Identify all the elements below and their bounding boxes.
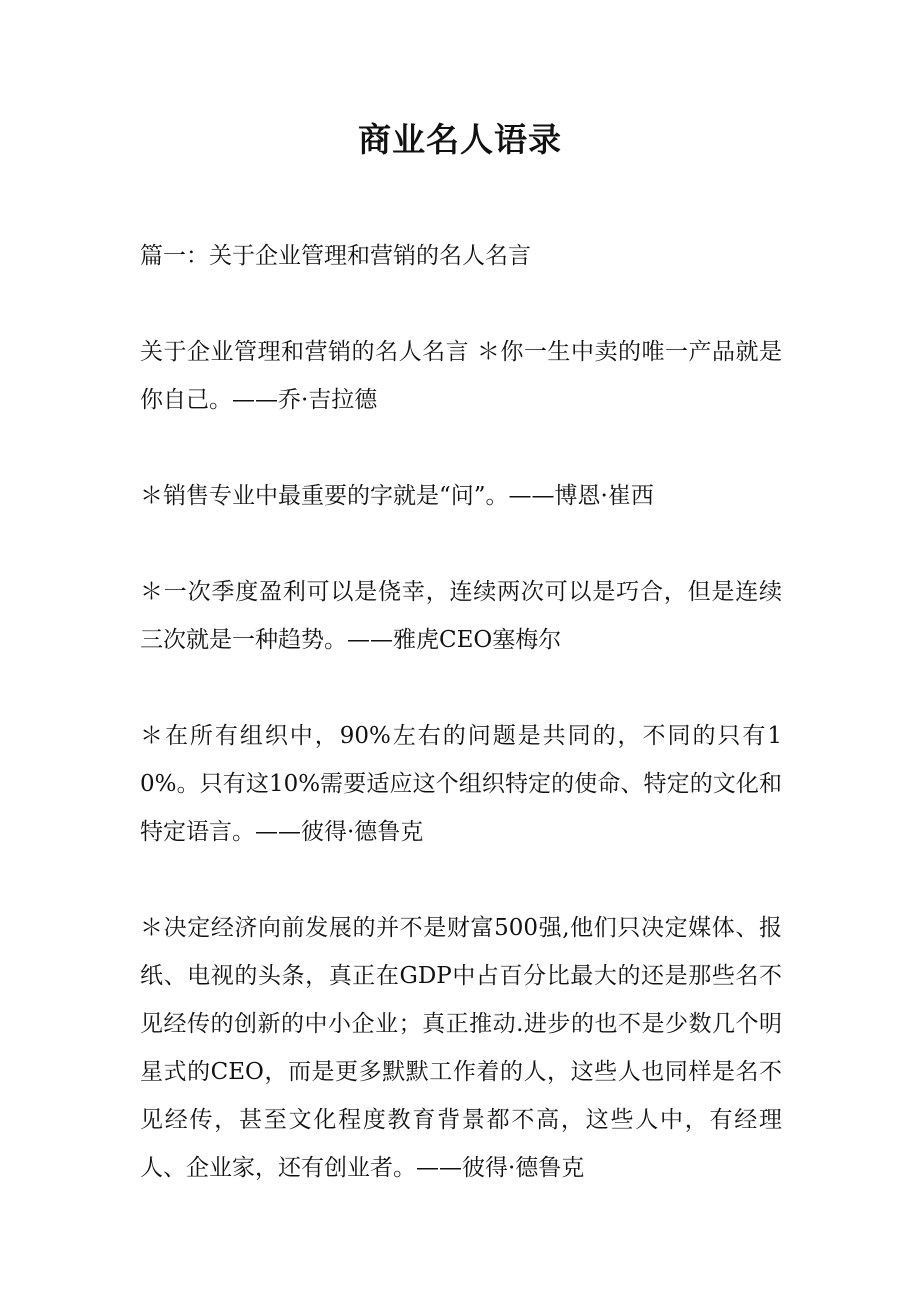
quote-paragraph-2: ＊销售专业中最重要的字就是“问”。——博恩·崔西: [140, 483, 654, 509]
section-heading: 篇一：关于企业管理和营销的名人名言: [140, 243, 531, 269]
quote-paragraph-4: ＊在所有组织中，90%左右的问题是共同的，不同的只有10%。只有这10%需要适应这个组织特定的使命、特定的文化和特定语言。——彼得·德鲁克: [140, 723, 782, 845]
document-title: 商业名人语录: [358, 120, 562, 159]
document-body: [140, 232, 782, 1240]
quote-paragraph-5: ＊决定经济向前发展的并不是财富500强,他们只决定媒体、报纸、电视的头条，真正在GDP中占百分比最大的还是那些名不见经传的创新的中小企业；真正推动.进步的也不是少数几个明星式的CEO，而是更多默默工作着的人，这些人也同样是名不见经传，甚至文化程度教育背景都不高，这些人中，有经理人、企业家，还有创业者。——彼得·德鲁克: [140, 915, 782, 1181]
quote-paragraph-3: ＊一次季度盈利可以是侥幸，连续两次可以是巧合，但是连续三次就是一种趋势。——雅虎CEO塞梅尔: [140, 579, 782, 653]
quote-paragraph-1: 关于企业管理和营销的名人名言 ＊你一生中卖的唯一产品就是你自己。——乔·吉拉德: [140, 339, 782, 413]
